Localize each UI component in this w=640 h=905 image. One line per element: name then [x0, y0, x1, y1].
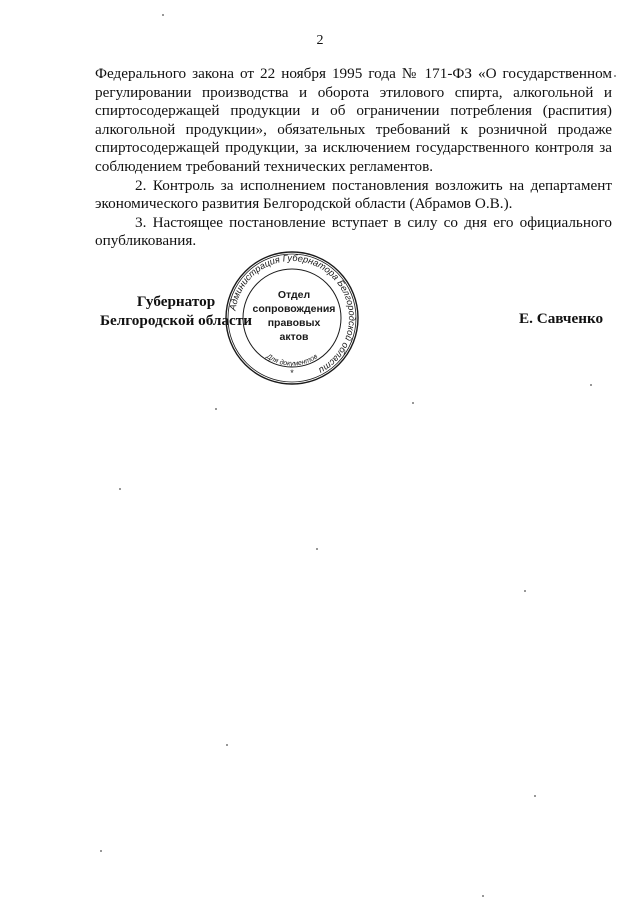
scan-speck — [215, 408, 217, 410]
paragraph-2: 2. Контроль за исполнением постановления возложить на департамент экономического развития Белгородской области (Абрамов О.В.). — [95, 176, 612, 213]
document-body — [95, 65, 612, 251]
stamp-center-line-2: сопровождения — [252, 303, 336, 315]
scan-speck — [316, 548, 318, 550]
scan-speck — [534, 795, 536, 797]
signatory-name: Е. Савченко — [519, 310, 604, 327]
paragraph-3: 3. Настоящее постановление вступает в силу со дня его официального опубликования. — [95, 213, 612, 250]
scan-speck — [524, 590, 526, 592]
scan-speck — [162, 14, 164, 16]
stamp-ring-text: Администрация Губернатора Белгородской области — [227, 252, 358, 376]
scan-speck — [482, 895, 484, 897]
page-number: 2 — [316, 33, 324, 48]
scan-speck — [614, 75, 616, 77]
paragraph-1: Федерального закона от 22 ноября 1995 года № 171-ФЗ «О государственном регулировании производства и оборота этилового спирта, алкогольной и спиртосодержащей продукции и об ограничении потребления (распития) алкогольной продукции», обязательных требований к розничной продаже спиртосодержащей продукции, за исключением государственного контроля за соблюдением требований технических регламентов. — [95, 65, 612, 175]
signatory-title-line-1: Губернатор — [136, 293, 216, 310]
stamp-bottom-text: Для документов — [265, 353, 319, 368]
scan-speck — [226, 744, 228, 746]
scan-speck — [590, 384, 592, 386]
official-seal-stamp — [222, 248, 362, 388]
stamp-center-line-4: актов — [279, 331, 309, 343]
stamp-center-line-1: Отдел — [277, 289, 311, 301]
scan-speck — [119, 488, 121, 490]
stamp-center-line-3: правовых — [267, 317, 321, 329]
scan-speck — [100, 850, 102, 852]
stamp-star-icon: * — [290, 368, 294, 378]
signatory-title-line-2: Белгородской области — [99, 312, 252, 329]
scan-speck — [412, 402, 414, 404]
